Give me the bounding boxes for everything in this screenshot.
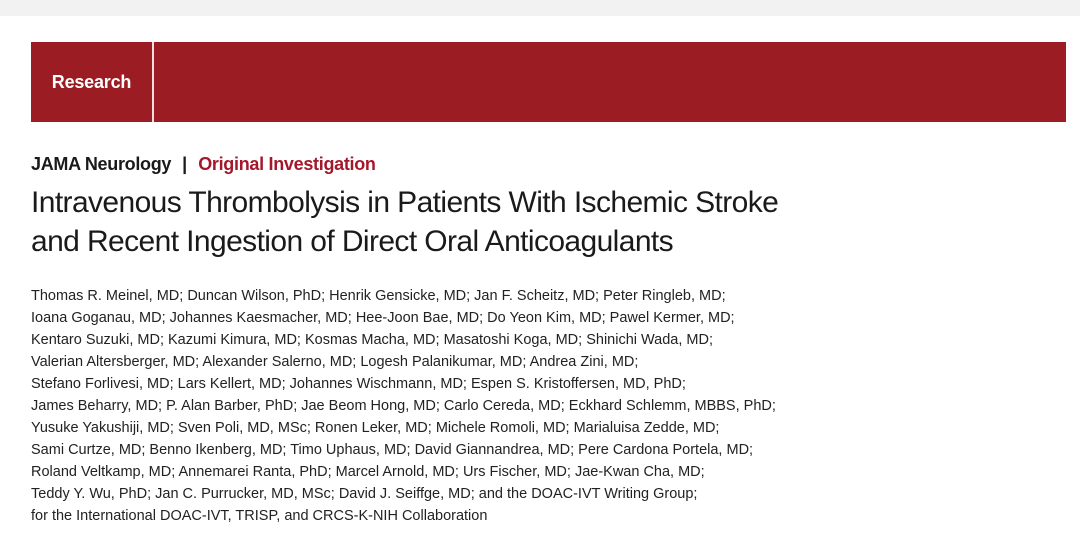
author-line: James Beharry, MD; P. Alan Barber, PhD; Jae Beom Hong, MD; Carlo Cereda, MD; Eckhard Schlemm, MBBS, PhD;: [31, 398, 776, 414]
author-line: Roland Veltkamp, MD; Annemarei Ranta, PhD; Marcel Arnold, MD; Urs Fischer, MD; Jae-Kwan Cha, MD;: [31, 464, 705, 480]
author-line: Ioana Goganau, MD; Johannes Kaesmacher, MD; Hee-Joon Bae, MD; Do Yeon Kim, MD; Pawel Kermer, MD;: [31, 310, 735, 326]
author-line: Sami Curtze, MD; Benno Ikenberg, MD; Timo Uphaus, MD; David Giannandrea, MD; Pere Cardona Portela, MD;: [31, 442, 754, 458]
banner-section-label: Research: [51, 71, 132, 92]
top-strip: [0, 0, 1080, 16]
article-title-line: and Recent Ingestion of Direct Oral Anticoagulants: [31, 225, 674, 258]
article-title-line: Intravenous Thrombolysis in Patients With Ischemic Stroke: [31, 186, 779, 219]
author-line: Teddy Y. Wu, PhD; Jan C. Purrucker, MD, MSc; David J. Seiffge, MD; and the DOAC-IVT Writing Group;: [31, 486, 698, 502]
banner-divider: [152, 42, 154, 122]
author-line: for the International DOAC-IVT, TRISP, and CRCS-K-NIH Collaboration: [31, 508, 488, 524]
author-line: Thomas R. Meinel, MD; Duncan Wilson, PhD; Henrik Gensicke, MD; Jan F. Scheitz, MD; Peter Ringleb, MD;: [31, 288, 726, 304]
author-line: Stefano Forlivesi, MD; Lars Kellert, MD; Johannes Wischmann, MD; Espen S. Kristoffersen, MD, PhD;: [31, 376, 686, 392]
author-list: [31, 285, 931, 527]
article-type[interactable]: Original Investigation: [198, 153, 376, 174]
section-banner: [31, 42, 1066, 122]
author-line: Kentaro Suzuki, MD; Kazumi Kimura, MD; Kosmas Macha, MD; Masatoshi Koga, MD; Shinichi Wada, MD;: [31, 332, 713, 348]
journal-name[interactable]: JAMA Neurology: [31, 153, 172, 174]
journal-line: [31, 152, 376, 176]
journal-separator: |: [182, 153, 188, 174]
banner-section-tab[interactable]: [31, 42, 152, 122]
article-title: [31, 183, 911, 261]
author-line: Valerian Altersberger, MD; Alexander Salerno, MD; Logesh Palanikumar, MD; Andrea Zini, MD;: [31, 354, 639, 370]
author-line: Yusuke Yakushiji, MD; Sven Poli, MD, MSc; Ronen Leker, MD; Michele Romoli, MD; Marialuisa Zedde, MD;: [31, 420, 720, 436]
